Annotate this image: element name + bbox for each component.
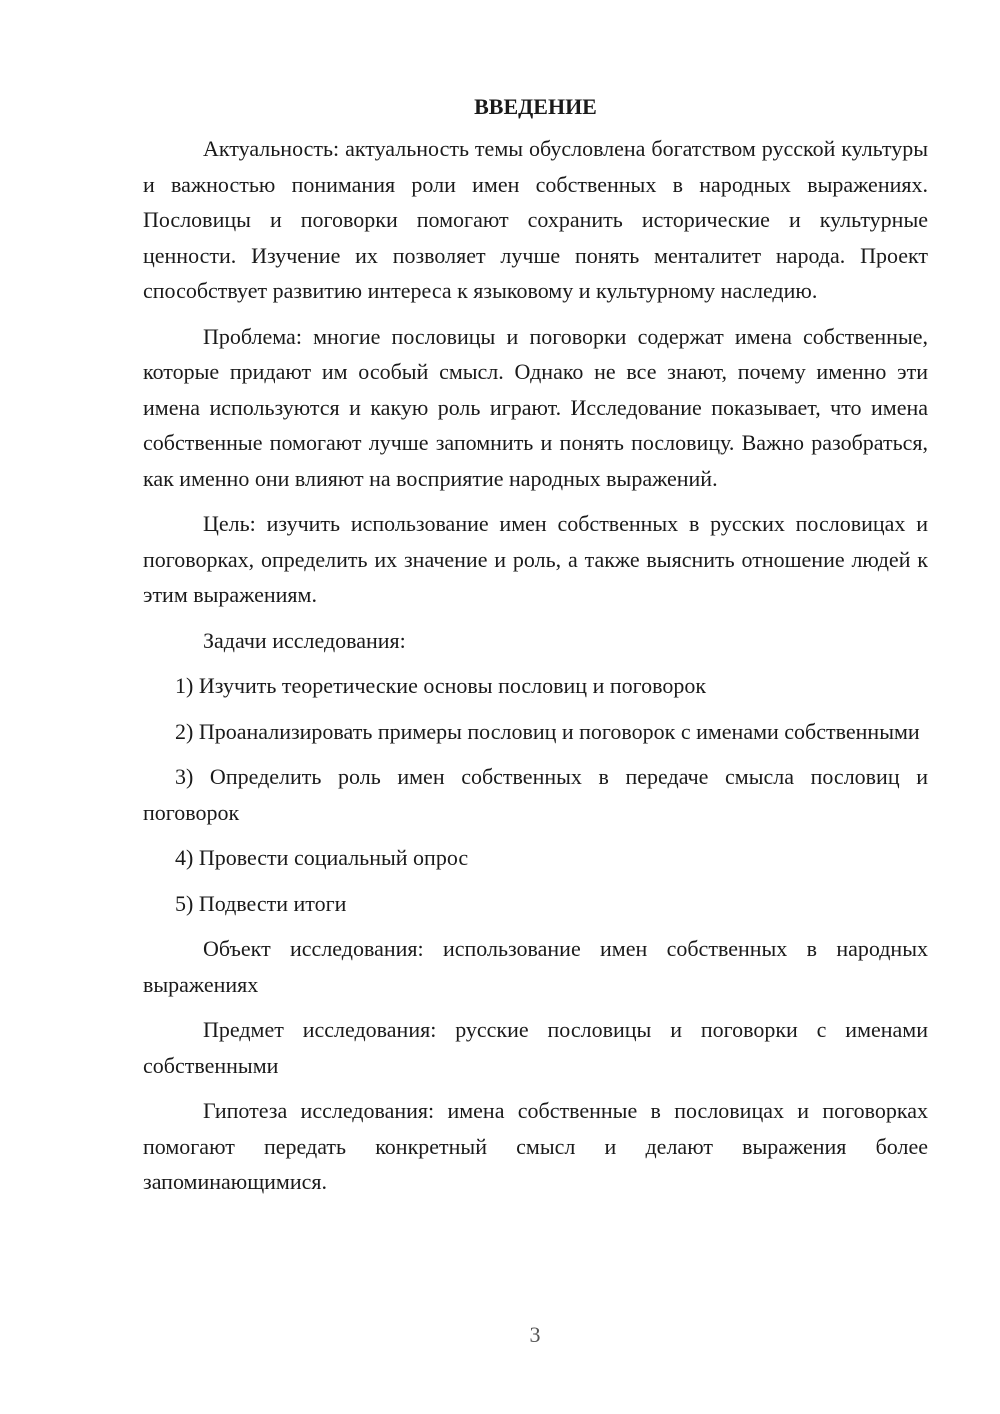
page-number: 3 xyxy=(529,1322,541,1347)
paragraph-subject: Предмет исследования: русские пословицы и поговорки с именами собственными xyxy=(143,1017,928,1078)
paragraph-problem: Проблема: многие пословицы и поговорки содержат имена собственные, которые придают им особый смысл. Однако не все знают, почему именно эти имена используются и какую роль играют. Исследование показывает, что имена собственные помогают лучше запомнить и понять пословицу. Важно разобраться, как именно они влияют на восприятие народных выражений. xyxy=(143,323,928,491)
paragraph-tasks-heading: Задачи исследования: xyxy=(203,627,406,653)
paragraph-goal: Цель: изучить использование имен собственных в русских пословицах и поговорках, определить их значение и роль, а также выяснить отношение людей к этим выражениям. xyxy=(143,511,928,607)
task-item-5: 5) Подвести итоги xyxy=(175,890,347,916)
task-item-3: 3) Определить роль имен собственных в передаче смысла пословиц и поговорок xyxy=(143,764,928,825)
paragraph-hypothesis: Гипотеза исследования: имена собственные в пословицах и поговорках помогают передать конкретный смысл и делают выражения более запоминающимися. xyxy=(143,1098,928,1194)
task-item-4: 4) Провести социальный опрос xyxy=(175,845,469,870)
paragraph-relevance: Актуальность: актуальность темы обусловлена богатством русской культуры и важностью понимания роли имен собственных в народных выражениях. Пословицы и поговорки помогают сохранить исторические и культурные ценности. Изучение их позволяет лучше понять менталитет народа. Проект способствует развитию интереса к языковому и культурному наследию. xyxy=(143,136,928,303)
document-page xyxy=(143,92,928,1210)
task-item-1: 1) Изучить теоретические основы пословиц и поговорок xyxy=(175,673,707,698)
task-item-2: 2) Проанализировать примеры пословиц и поговорок с именами собственными xyxy=(175,718,920,744)
page-title: ВВЕДЕНИЕ xyxy=(474,94,597,119)
paragraph-object: Объект исследования: использование имен собственных в народных выражениях xyxy=(143,936,928,997)
